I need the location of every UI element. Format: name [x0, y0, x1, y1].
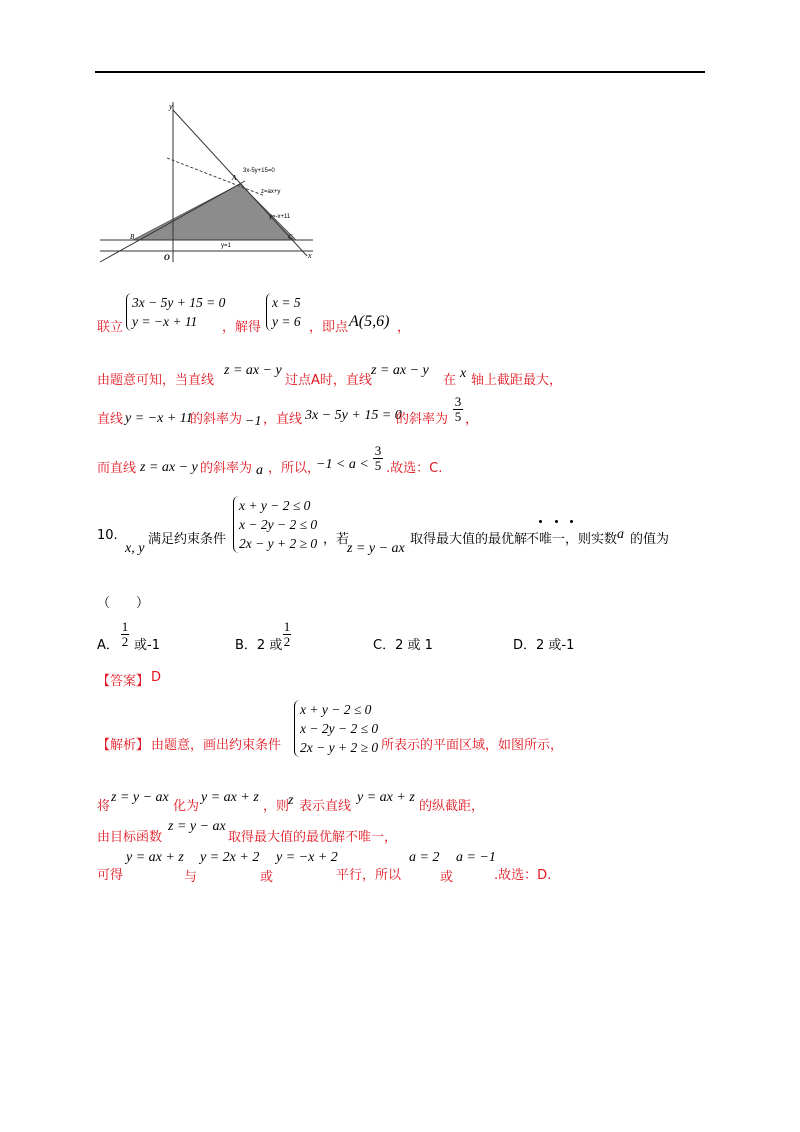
ana-l2-z: z [288, 793, 294, 808]
label-line1: 3x-5y+15=0 [243, 168, 275, 174]
ana-l3-b: 取得最大值的最优解不唯一， [228, 830, 398, 845]
frac-num: 3 [454, 394, 462, 409]
answer-value: D [151, 670, 162, 685]
jidian-text: ，即点 [309, 320, 349, 335]
analysis-b: 所表示的平面区域，如图所示， [381, 738, 564, 753]
ana-l2-expr2: y = ax + z [201, 790, 259, 805]
ana-l2-a: 将 [97, 799, 111, 814]
frac-num: 1 [121, 619, 129, 634]
analysis-label: 【解析】 [97, 738, 150, 753]
frac-den: 5 [374, 458, 382, 473]
dashed-objective-line [167, 158, 265, 196]
option-b-fraction [283, 620, 291, 649]
label-x-axis: x [308, 251, 312, 260]
option-a-fraction [121, 620, 129, 649]
q10-text-c: 取得最大值的最优解 [410, 532, 528, 547]
sol9-line4-a: 而直线 [97, 461, 137, 476]
sol9-line2-expr1: z = ax − y [224, 363, 282, 378]
sol9-line3-e: ， [465, 412, 479, 427]
q10-var-a: a [617, 527, 624, 542]
label-point-a: A [232, 174, 237, 182]
sol9-line4-c: ，所以， [268, 461, 321, 476]
sol9-line4-ineq: −1 < a < [316, 457, 369, 472]
constraint-3: 2x − y + 2 ≥ 0 [300, 740, 379, 755]
header-rule [95, 71, 705, 73]
frac-num: 1 [283, 619, 291, 634]
sol9-line4-b: 的斜率为 [200, 461, 253, 476]
ana-l4-expr5: a = −1 [456, 850, 496, 865]
emphasis-dot [570, 520, 573, 523]
ana-l4-expr3: y = −x + 2 [276, 850, 338, 865]
ana-l2-b: 化为 [173, 799, 200, 814]
ana-l2-d: 表示直线 [299, 799, 352, 814]
label-point-b: B [130, 233, 135, 241]
ana-l2-expr1: z = y − ax [111, 790, 169, 805]
frac-den: 2 [121, 634, 129, 649]
sol9-line4-expr: z = ax − y [140, 460, 198, 475]
option-a-text: 或-1 [134, 638, 160, 653]
sol9-line2-d: 轴上截距最大， [471, 373, 563, 388]
constraint-2: x − 2y − 2 ≤ 0 [300, 721, 379, 736]
sol9-line4-a-var: a [256, 463, 263, 478]
solution-y: y = 6 [272, 314, 301, 329]
frac-num: 3 [374, 443, 382, 458]
ana-l4-expr4: a = 2 [409, 850, 440, 865]
system-lianli [126, 293, 225, 331]
ana-l2-c: ，则 [263, 799, 290, 814]
q10-text-e: 的值为 [630, 532, 670, 547]
sol9-line3-expr1: y = −x + 11 [125, 411, 193, 426]
ana-l2-e: 的纵截距， [419, 799, 485, 814]
label-line2: z=ax+y [261, 189, 281, 195]
ana-l4-f: .故选：D. [494, 868, 552, 883]
label-y-axis: y [169, 102, 173, 111]
equation-2: y = −x + 11 [132, 314, 198, 329]
sol9-line3-b: 的斜率为 [190, 412, 243, 427]
sol9-line2-x: x [460, 366, 467, 381]
sol9-line3-expr2: 3x − 5y + 15 = 0 [305, 408, 402, 423]
frac-den: 5 [454, 409, 462, 424]
sol9-line3-a: 直线 [97, 412, 124, 427]
sol9-line2-c: 在 [443, 373, 457, 388]
feasible-region-figure [95, 100, 325, 270]
label-point-c: C [288, 233, 293, 241]
option-a-label: A． [97, 638, 119, 653]
solution-x: x = 5 [272, 295, 301, 310]
q10-paren: （ ） [97, 596, 150, 611]
q10-text-b: ，若 [323, 532, 350, 547]
ana-l4-b: 与 [184, 870, 198, 885]
analysis-constraint-system [294, 700, 378, 757]
ana-l4-a: 可得 [97, 868, 124, 883]
ana-l4-e: 或 [440, 870, 454, 885]
ana-l4-expr2: y = 2x + 2 [200, 850, 260, 865]
constraint-1: x + y − 2 ≤ 0 [300, 702, 372, 717]
ana-l4-c: 或 [260, 870, 274, 885]
system-solution [266, 293, 301, 331]
sol9-line3-d: 的斜率为 [396, 412, 449, 427]
equation-1: 3x − 5y + 15 = 0 [132, 295, 226, 310]
frac-den: 2 [283, 634, 291, 649]
ana-l4-d: 平行，所以 [336, 868, 402, 883]
jiede-text: ，解得 [222, 320, 262, 335]
sol9-line3-c: ，直线 [263, 412, 303, 427]
question-number: 10. [97, 528, 118, 543]
answer-label: 【答案】 [97, 674, 150, 689]
ana-l2-expr3: y = ax + z [357, 790, 415, 805]
constraint-1: x + y − 2 ≤ 0 [239, 498, 311, 513]
q10-vars: x, y [125, 541, 145, 556]
sol9-line2-expr2: z = ax − y [371, 363, 429, 378]
sol9-line3-val1: −1 [245, 414, 262, 429]
sol9-line4-d: .故选：C. [386, 461, 443, 476]
option-b-text: B．2 或 [235, 638, 283, 653]
label-line3: y=-x+11 [269, 214, 291, 220]
q10-objective: z = y − ax [347, 541, 405, 556]
q10-emph: 不唯一 [526, 532, 566, 547]
point-a-coord: A(5,6) [349, 313, 390, 330]
emphasis-dot [555, 520, 558, 523]
q10-text-a: 满足约束条件 [148, 532, 227, 547]
constraint-3: 2x − y + 2 ≥ 0 [239, 536, 318, 551]
comma-text: ， [397, 320, 411, 335]
ana-l4-expr1: y = ax + z [126, 850, 184, 865]
analysis-a: 由题意，画出约束条件 [151, 738, 282, 753]
ana-l3-a: 由目标函数 [97, 830, 163, 845]
lianli-text: 联立 [97, 320, 124, 335]
emphasis-dot [539, 520, 542, 523]
q10-constraint-system [233, 496, 317, 553]
sol9-line2-a: 由题意可知，当直线 [97, 373, 215, 388]
q10-text-d: ，则实数 [565, 532, 618, 547]
option-d-text: D．2 或-1 [513, 638, 575, 653]
sol9-line2-b: 过点A时，直线 [285, 373, 372, 388]
fraction-three-fifths-2 [373, 444, 383, 473]
label-line4: y=1 [221, 243, 231, 249]
option-c-text: C．2 或 1 [373, 638, 433, 653]
label-origin: O [164, 253, 170, 262]
fraction-three-fifths-1 [453, 395, 463, 424]
constraint-2: x − 2y − 2 ≤ 0 [239, 517, 318, 532]
ana-l3-expr: z = y − ax [168, 819, 226, 834]
